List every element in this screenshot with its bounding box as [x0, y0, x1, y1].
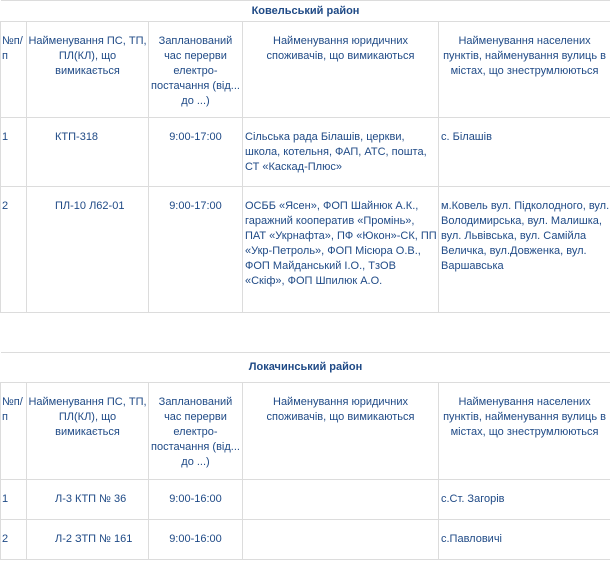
section-title-row: [1, 353, 610, 383]
row-number: 1: [1, 480, 27, 520]
row-locations: с.Павловичі: [439, 520, 610, 560]
section-title: Локачинський район: [1, 353, 610, 383]
header-number: №п/п: [1, 383, 27, 480]
header-object: Найменування ПС, ТП, ПЛ(КЛ), що вимикається: [27, 22, 149, 118]
row-number: 1: [1, 118, 27, 187]
section-title-row: [1, 1, 610, 22]
table-header-row: [1, 22, 610, 118]
section-spacer: [1, 313, 610, 353]
header-consumers: Найменування юридичних споживачів, що вимикаються: [243, 383, 439, 480]
header-consumers: Найменування юридичних споживачів, що вимикаються: [243, 22, 439, 118]
row-consumers: ОСББ «Ясен», ФОП Шайнюк А.К., гаражний кооператив «Промінь», ПАТ «Укрнафта», ПФ «Юкон»-СК, ПП «Укр-Петроль», ФОП Місюра О.В., ФОП Майданський І.О., ТзОВ «Скіф», ФОП Шпилюк А.О.: [243, 187, 439, 313]
header-locations: Найменування населених пунктів, найменування вулиць в містах, що знеструмлюються: [439, 383, 610, 480]
row-consumers: [243, 520, 439, 560]
section-title: Ковельський район: [1, 1, 610, 22]
header-number: №п/п: [1, 22, 27, 118]
table-row: [1, 480, 610, 520]
header-object: Найменування ПС, ТП, ПЛ(КЛ), що вимикається: [27, 383, 149, 480]
row-time: 9:00-17:00: [149, 118, 243, 187]
row-number: 2: [1, 187, 27, 313]
table-row: [1, 520, 610, 560]
row-time: 9:00-16:00: [149, 520, 243, 560]
row-locations: с. Білашів: [439, 118, 610, 187]
header-time: Запланований час перерви електро-постачання (від... до ...): [149, 22, 243, 118]
row-consumers: Сільська рада Білашів, церкви, школа, котельня, ФАП, АТС, пошта, СТ «Каскад-Плюс»: [243, 118, 439, 187]
row-object: ПЛ-10 Л62-01: [27, 187, 149, 313]
table-header-row: [1, 383, 610, 480]
row-object: КТП-318: [27, 118, 149, 187]
row-object: Л-3 КТП № 36: [27, 480, 149, 520]
row-locations: с.Ст. Загорів: [439, 480, 610, 520]
row-number: 2: [1, 520, 27, 560]
table-row: [1, 118, 610, 187]
row-consumers: [243, 480, 439, 520]
table-row: [1, 187, 610, 313]
header-time: Запланований час перерви електро-постачання (від... до ...): [149, 383, 243, 480]
row-locations: м.Ковель вул. Підколодного, вул. Володимирська, вул. Малишка, вул. Львівська, вул. Самійла Величка, вул.Довженка, вул. Варшавська: [439, 187, 610, 313]
row-object: Л-2 ЗТП № 161: [27, 520, 149, 560]
header-locations: Найменування населених пунктів, найменування вулиць в містах, що знеструмлюються: [439, 22, 610, 118]
row-time: 9:00-17:00: [149, 187, 243, 313]
row-time: 9:00-16:00: [149, 480, 243, 520]
spacer-cell: [1, 313, 610, 353]
